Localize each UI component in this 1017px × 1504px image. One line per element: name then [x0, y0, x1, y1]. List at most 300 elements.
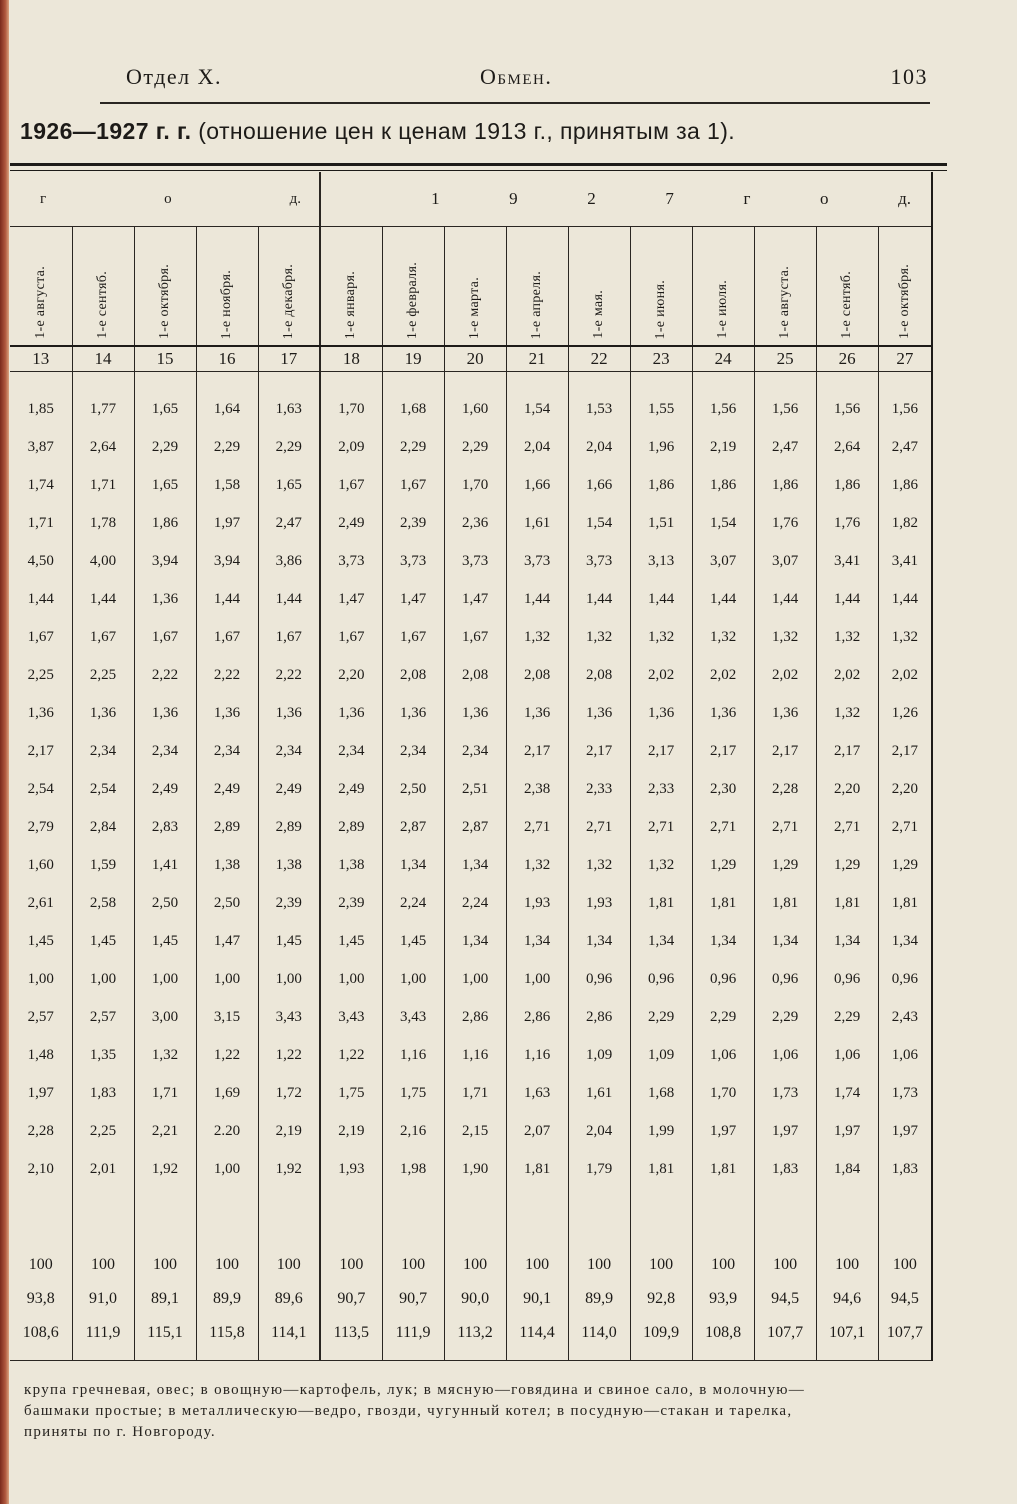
table-cell: 1,63 — [506, 1074, 568, 1112]
table-cell: 3,94 — [196, 542, 258, 580]
month-header — [320, 227, 382, 347]
column-number: 16 — [196, 346, 258, 372]
table-cell: 1,69 — [196, 1074, 258, 1112]
table-cell: 1,29 — [754, 846, 816, 884]
table-cell: 1,32 — [816, 694, 878, 732]
index-cell: 113,5 — [320, 1316, 382, 1350]
table-cell: 1,56 — [816, 390, 878, 428]
table-cell: 1,81 — [878, 884, 932, 922]
table-cell: 1,76 — [754, 504, 816, 542]
table-cell: 1,93 — [506, 884, 568, 922]
table-cell: 2,04 — [568, 1112, 630, 1150]
table-cell: 1,86 — [692, 466, 754, 504]
table-cell: 1,44 — [27, 590, 54, 607]
table-cell: 1,34 — [444, 846, 506, 884]
table-cell: 2,36 — [444, 504, 506, 542]
table-row — [10, 884, 932, 922]
table-cell: 1,70 — [692, 1074, 754, 1112]
table-cell: 4,00 — [72, 542, 134, 580]
month-label: 1-е октября. — [896, 263, 912, 339]
month-label: 1-е марта. — [467, 276, 483, 339]
table-cell: 2,47 — [878, 428, 932, 466]
year-left-glyph: д. — [289, 190, 302, 207]
table-cell: 1,47 — [444, 580, 506, 618]
table-cell: 2,02 — [754, 656, 816, 694]
table-cell: 1,67 — [444, 618, 506, 656]
table-cell: 1,97 — [878, 1112, 932, 1150]
table-cell: 2,47 — [754, 428, 816, 466]
table-cell: 2,51 — [444, 770, 506, 808]
table-cell: 1,34 — [754, 922, 816, 960]
spacer-row — [10, 1188, 932, 1248]
month-label: 1-е января. — [343, 270, 359, 339]
table-cell: 1,45 — [72, 922, 134, 960]
table-cell: 1,36 — [134, 694, 196, 732]
index-row — [10, 1282, 932, 1316]
bottom-rule-row — [10, 1350, 932, 1361]
table-cell: 2,33 — [630, 770, 692, 808]
index-cell: 107,1 — [816, 1316, 878, 1350]
year-right-glyph: г — [743, 189, 751, 208]
index-cell: 89,1 — [134, 1282, 196, 1316]
month-header — [444, 227, 506, 347]
table-cell: 1,65 — [134, 390, 196, 428]
table-cell: 2,17 — [816, 732, 878, 770]
table-cell: 2,17 — [878, 732, 932, 770]
table-cell: 1,36 — [568, 694, 630, 732]
index-cell: 90,7 — [382, 1282, 444, 1316]
table-cell: 3,41 — [816, 542, 878, 580]
table-cell: 1,44 — [816, 580, 878, 618]
table-cell: 2,57 — [27, 1008, 54, 1025]
month-header — [72, 227, 134, 347]
month-header — [816, 227, 878, 347]
table-cell: 2,02 — [630, 656, 692, 694]
table-cell: 1,44 — [506, 580, 568, 618]
table-cell: 2,86 — [444, 998, 506, 1036]
column-number: 15 — [134, 346, 196, 372]
month-header — [382, 227, 444, 347]
title-description: (отношение цен к ценам 1913 г., принятым за 1). — [198, 118, 736, 144]
table-cell: 2,54 — [27, 780, 54, 797]
table-cell: 1,29 — [878, 846, 932, 884]
table-cell: 1,32 — [630, 846, 692, 884]
table-cell: 1,67 — [320, 466, 382, 504]
table-cell: 1,45 — [27, 932, 54, 949]
table-cell: 2,71 — [878, 808, 932, 846]
table-cell: 2,07 — [506, 1112, 568, 1150]
month-header-row — [10, 227, 932, 347]
month-header — [878, 227, 932, 347]
table-row — [10, 466, 932, 504]
column-number: 17 — [258, 346, 320, 372]
year-right-glyph: 1 — [431, 189, 440, 208]
table-cell: 2,01 — [72, 1150, 134, 1188]
table-row — [10, 1036, 932, 1074]
table-cell: 2,34 — [258, 732, 320, 770]
table-cell: 1,72 — [258, 1074, 320, 1112]
index-cell: 91,0 — [72, 1282, 134, 1316]
table-cell: 1,16 — [506, 1036, 568, 1074]
table-cell: 1,47 — [382, 580, 444, 618]
table-cell: 1,34 — [630, 922, 692, 960]
month-header — [196, 227, 258, 347]
table-cell: 2,02 — [878, 656, 932, 694]
table-cell: 1,36 — [506, 694, 568, 732]
table-cell: 2,08 — [382, 656, 444, 694]
table-cell: 2,28 — [27, 1122, 54, 1139]
table-cell: 2,87 — [444, 808, 506, 846]
table-cell: 1,54 — [568, 504, 630, 542]
table-cell: 2,29 — [134, 428, 196, 466]
table-cell: 2,38 — [506, 770, 568, 808]
table-cell: 1,74 — [816, 1074, 878, 1112]
table-row — [10, 390, 932, 428]
table-cell: 1,61 — [568, 1074, 630, 1112]
table-cell: 3,07 — [692, 542, 754, 580]
table-cell: 1,54 — [506, 390, 568, 428]
table-cell: 1,99 — [630, 1112, 692, 1150]
table-cell: 0,96 — [568, 960, 630, 998]
table-cell: 2,71 — [568, 808, 630, 846]
table-cell: 2,17 — [692, 732, 754, 770]
index-cell: 93,8 — [26, 1290, 55, 1307]
month-label: 1-е августа. — [32, 266, 48, 339]
table-cell: 2,34 — [444, 732, 506, 770]
table-cell: 1,32 — [754, 618, 816, 656]
table-cell: 2,64 — [816, 428, 878, 466]
table-cell: 2,71 — [754, 808, 816, 846]
table-cell: 1,70 — [444, 466, 506, 504]
table-cell: 1,29 — [692, 846, 754, 884]
table-cell: 1,06 — [816, 1036, 878, 1074]
month-label: 1-е сентяб. — [95, 271, 110, 339]
month-label: 1-е августа. — [777, 266, 793, 339]
month-label: 1-е июля. — [715, 280, 731, 339]
table-cell: 1,38 — [320, 846, 382, 884]
table-cell: 2,22 — [196, 656, 258, 694]
table-cell: 1,67 — [196, 618, 258, 656]
page-header — [100, 62, 930, 104]
table-cell: 2,10 — [27, 1160, 54, 1177]
table-cell: 1,71 — [72, 466, 134, 504]
index-cell: 100 — [816, 1248, 878, 1282]
table-cell: 1,71 — [134, 1074, 196, 1112]
column-number: 20 — [444, 346, 506, 372]
table-cell: 3,73 — [506, 542, 568, 580]
table-cell: 1,22 — [196, 1036, 258, 1074]
table-cell: 1,93 — [568, 884, 630, 922]
table-cell: 3,43 — [320, 998, 382, 1036]
table-cell: 2.20 — [196, 1112, 258, 1150]
table-cell: 3,43 — [258, 998, 320, 1036]
column-number: 14 — [72, 346, 134, 372]
table-cell: 1,66 — [506, 466, 568, 504]
table-cell: 2,50 — [196, 884, 258, 922]
table-cell: 1,75 — [382, 1074, 444, 1112]
table-cell: 2,29 — [382, 428, 444, 466]
table-cell: 2,39 — [258, 884, 320, 922]
table-cell: 1,06 — [692, 1036, 754, 1074]
table-cell: 1,00 — [382, 960, 444, 998]
table-cell: 2,20 — [320, 656, 382, 694]
footnote — [24, 1380, 974, 1443]
table-cell: 1,60 — [27, 856, 54, 873]
table-cell: 1,36 — [692, 694, 754, 732]
month-label: 1-е декабря. — [280, 263, 296, 339]
table-row — [10, 694, 932, 732]
table-cell: 2,29 — [754, 998, 816, 1036]
table-cell: 2,49 — [320, 770, 382, 808]
table-cell: 2,89 — [196, 808, 258, 846]
table-cell: 1,55 — [630, 390, 692, 428]
table-cell: 1,16 — [444, 1036, 506, 1074]
table-cell: 2,54 — [72, 770, 134, 808]
month-label: 1-е мая. — [591, 290, 607, 339]
table-row — [10, 1150, 932, 1188]
index-cell: 100 — [382, 1248, 444, 1282]
table-row — [10, 960, 932, 998]
table-cell: 2,29 — [630, 998, 692, 1036]
table-cell: 1,44 — [258, 580, 320, 618]
table-cell: 2,71 — [692, 808, 754, 846]
table-cell: 2,19 — [692, 428, 754, 466]
table-cell: 2,20 — [878, 770, 932, 808]
table-cell: 2,43 — [878, 998, 932, 1036]
index-cell: 89,6 — [258, 1282, 320, 1316]
table-cell: 1,53 — [568, 390, 630, 428]
index-cell: 100 — [630, 1248, 692, 1282]
table-cell: 1,47 — [320, 580, 382, 618]
table-cell: 1,32 — [630, 618, 692, 656]
month-label: 1-е апреля. — [529, 270, 545, 339]
table-cell: 1,81 — [506, 1150, 568, 1188]
index-cell: 115,1 — [134, 1316, 196, 1350]
title-years: 1926—1927 г. г. — [20, 118, 192, 144]
table-cell: 1,98 — [382, 1150, 444, 1188]
index-cell: 93,9 — [692, 1282, 754, 1316]
table-cell: 1,51 — [630, 504, 692, 542]
table-cell: 1,83 — [72, 1074, 134, 1112]
top-rule-thin — [10, 170, 947, 171]
table-cell: 2,08 — [568, 656, 630, 694]
table-cell: 1,00 — [196, 1150, 258, 1188]
table-cell: 2,29 — [258, 428, 320, 466]
month-label: 1-е октября. — [157, 263, 172, 339]
table-cell: 3,13 — [630, 542, 692, 580]
table-cell: 2,58 — [72, 884, 134, 922]
table-cell: 1,77 — [72, 390, 134, 428]
table-cell: 1,74 — [27, 476, 54, 493]
index-cell: 94,5 — [754, 1282, 816, 1316]
table-cell: 1,86 — [630, 466, 692, 504]
table-cell: 1,70 — [320, 390, 382, 428]
table-row — [10, 770, 932, 808]
table-cell: 2,17 — [754, 732, 816, 770]
month-header — [692, 227, 754, 347]
table-cell: 2,50 — [134, 884, 196, 922]
table-cell: 1,44 — [196, 580, 258, 618]
month-header — [754, 227, 816, 347]
table-cell: 2,29 — [444, 428, 506, 466]
index-cell: 115,8 — [196, 1316, 258, 1350]
table-cell: 1,26 — [878, 694, 932, 732]
table-cell: 1,78 — [72, 504, 134, 542]
index-cell: 107,7 — [754, 1316, 816, 1350]
index-row — [10, 1316, 932, 1350]
table-cell: 1,97 — [754, 1112, 816, 1150]
table-cell: 1,67 — [72, 618, 134, 656]
index-cell: 108,8 — [692, 1316, 754, 1350]
table-cell: 2,19 — [320, 1112, 382, 1150]
index-cell: 100 — [134, 1248, 196, 1282]
index-cell: 100 — [320, 1248, 382, 1282]
running-title: Обмен. — [480, 64, 553, 89]
month-header — [134, 227, 196, 347]
table-cell: 1,00 — [72, 960, 134, 998]
table-cell: 1,85 — [27, 400, 54, 417]
footnote-line: приняты по г. Новгороду. — [24, 1424, 216, 1440]
table-cell: 2,87 — [382, 808, 444, 846]
table-cell: 1,67 — [382, 466, 444, 504]
table-row — [10, 846, 932, 884]
column-number: 24 — [692, 346, 754, 372]
index-cell: 94,6 — [816, 1282, 878, 1316]
table-cell: 1,75 — [320, 1074, 382, 1112]
table-cell: 1,34 — [382, 846, 444, 884]
index-cell: 100 — [258, 1248, 320, 1282]
table-cell: 1,56 — [878, 390, 932, 428]
table-cell: 1,45 — [382, 922, 444, 960]
table-cell: 1,00 — [134, 960, 196, 998]
table-cell: 3,41 — [878, 542, 932, 580]
table-cell: 1,65 — [134, 466, 196, 504]
table-cell: 2,57 — [72, 998, 134, 1036]
month-header — [258, 227, 320, 347]
index-cell: 113,2 — [444, 1316, 506, 1350]
table-cell: 3,07 — [754, 542, 816, 580]
table-cell: 2,29 — [692, 998, 754, 1036]
table-cell: 1,44 — [692, 580, 754, 618]
index-cell: 114,1 — [258, 1316, 320, 1350]
table-cell: 2,17 — [630, 732, 692, 770]
table-cell: 3,73 — [320, 542, 382, 580]
table-cell: 1,22 — [320, 1036, 382, 1074]
table-cell: 1,36 — [258, 694, 320, 732]
table-cell: 1,68 — [382, 390, 444, 428]
table-cell: 1,06 — [754, 1036, 816, 1074]
table-cell: 2,24 — [382, 884, 444, 922]
column-number: 27 — [878, 346, 932, 372]
table-cell: 2,28 — [754, 770, 816, 808]
table-row — [10, 998, 932, 1036]
table-title — [20, 118, 980, 145]
table-cell: 2,89 — [320, 808, 382, 846]
table-cell: 2,34 — [134, 732, 196, 770]
table-cell: 1,73 — [754, 1074, 816, 1112]
column-number: 26 — [816, 346, 878, 372]
table-cell: 3,73 — [444, 542, 506, 580]
table-cell: 2,34 — [72, 732, 134, 770]
table-cell: 1,36 — [754, 694, 816, 732]
table-cell: 1,32 — [506, 618, 568, 656]
table-cell: 1,36 — [72, 694, 134, 732]
table-cell: 1,41 — [134, 846, 196, 884]
table-row — [10, 1112, 932, 1150]
table-cell: 1,29 — [816, 846, 878, 884]
index-cell: 94,5 — [878, 1282, 932, 1316]
table-cell: 2,22 — [258, 656, 320, 694]
table-cell: 3,86 — [258, 542, 320, 580]
table-cell: 1,81 — [754, 884, 816, 922]
table-cell: 1,63 — [258, 390, 320, 428]
table-cell: 2,34 — [320, 732, 382, 770]
month-label: 1-е февраля. — [405, 261, 421, 339]
table-cell: 2,84 — [72, 808, 134, 846]
table-cell: 1,35 — [72, 1036, 134, 1074]
table-row — [10, 618, 932, 656]
table-cell: 1,83 — [878, 1150, 932, 1188]
column-number: 19 — [382, 346, 444, 372]
index-cell: 100 — [28, 1256, 53, 1273]
index-cell: 90,0 — [444, 1282, 506, 1316]
month-label: 1-е сентяб. — [839, 271, 855, 339]
table-cell: 2,22 — [134, 656, 196, 694]
table-cell: 1,64 — [196, 390, 258, 428]
spacer-row — [10, 372, 932, 391]
column-number: 23 — [630, 346, 692, 372]
table-cell: 1,67 — [134, 618, 196, 656]
table-cell: 0,96 — [816, 960, 878, 998]
table-cell: 1,34 — [444, 922, 506, 960]
table-cell: 1,97 — [816, 1112, 878, 1150]
month-header — [630, 227, 692, 347]
table-cell: 1,36 — [382, 694, 444, 732]
table-cell: 1,48 — [27, 1046, 54, 1063]
year-right-glyph: 7 — [665, 189, 674, 208]
table-cell: 1,56 — [692, 390, 754, 428]
table-cell: 1,45 — [134, 922, 196, 960]
table-cell: 1,67 — [258, 618, 320, 656]
table-cell: 1,44 — [568, 580, 630, 618]
table-cell: 1,00 — [258, 960, 320, 998]
index-cell: 92,8 — [630, 1282, 692, 1316]
month-label: 1-е ноября. — [219, 269, 234, 339]
index-cell: 90,1 — [506, 1282, 568, 1316]
table-row — [10, 580, 932, 618]
year-left-glyph: г — [40, 190, 47, 207]
column-number-row — [10, 346, 932, 372]
index-cell: 100 — [568, 1248, 630, 1282]
page-number: 103 — [890, 64, 928, 89]
index-cell: 100 — [878, 1248, 932, 1282]
table-cell: 1,44 — [878, 580, 932, 618]
footnote-line: крупа гречневая, овес; в овощную—картофель, лук; в мясную—говядина и свиное сало, в молочную— — [24, 1382, 806, 1398]
table-cell: 2,02 — [692, 656, 754, 694]
table-cell: 2,50 — [382, 770, 444, 808]
table-cell: 1,45 — [320, 922, 382, 960]
table-cell: 1,09 — [568, 1036, 630, 1074]
table-cell: 1,34 — [878, 922, 932, 960]
table-row — [10, 732, 932, 770]
table-cell: 2,71 — [816, 808, 878, 846]
year-right-glyph: 2 — [587, 189, 596, 208]
table-cell: 2,34 — [382, 732, 444, 770]
year-1926-header — [10, 172, 320, 227]
table-cell: 1,00 — [506, 960, 568, 998]
table-cell: 1,86 — [878, 466, 932, 504]
index-cell: 89,9 — [568, 1282, 630, 1316]
